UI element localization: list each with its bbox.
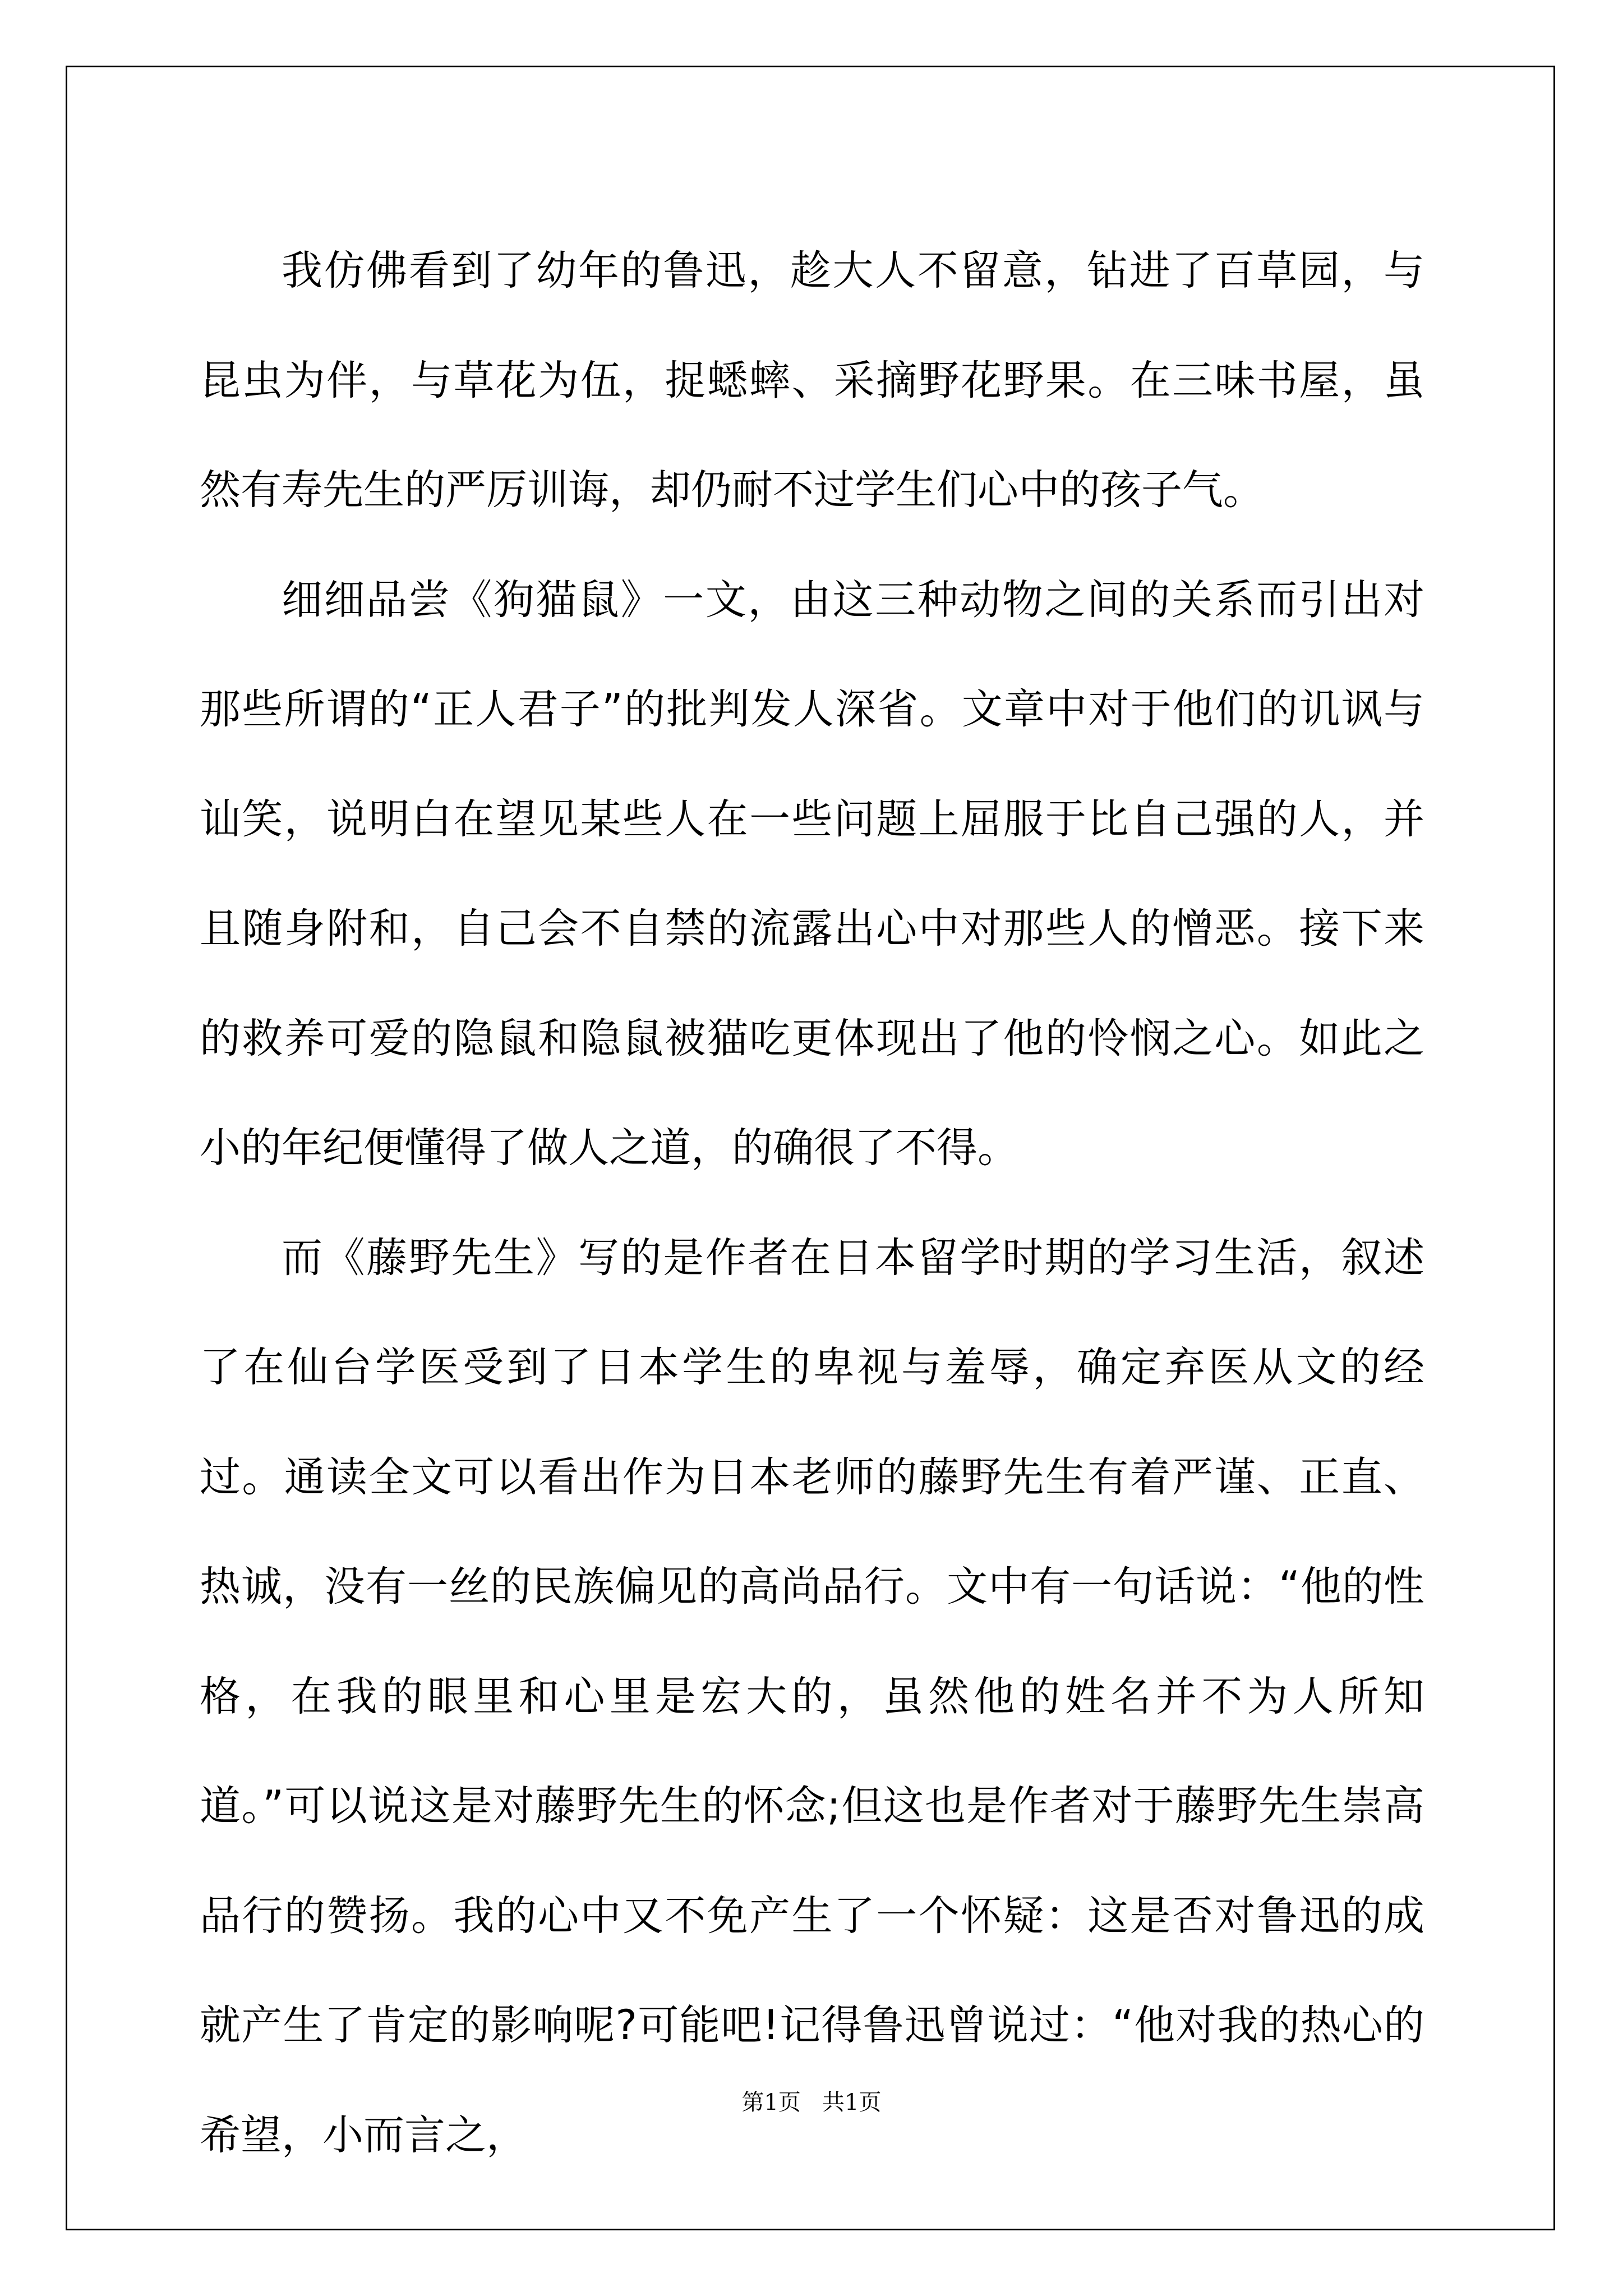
paragraph-3: 而《藤野先生》写的是作者在日本留学时期的学习生活，叙述了在仙台学医受到了日本学生的卑视与羞辱，确定弃医从文的经过。通读全文可以看出作为日本老师的藤野先生有着严谨、正直、热诚，没有一丝的民族偏见的高尚品行。文中有一句话说：“他的性格，在我的眼里和心里是宏大的，虽然他的姓名并不为人所知道。”可以说这是对藤野先生的怀念;但这也是作者对于藤野先生崇高品行的赞扬。我的心中又不免产生了一个怀疑：这是否对鲁迅的成就产生了肯定的影响呢?可能吧!记得鲁迅曾说过：“他对我的热心的希望，小而言之， [200, 1234, 1424, 2159]
paragraph-1: 我仿佛看到了幼年的鲁迅，趁大人不留意，钻进了百草园，与昆虫为伴，与草花为伍，捉蟋蟀、采摘野花野果。在三味书屋，虽然有寿先生的严厉训诲，却仍耐不过学生们心中的孩子气。 [200, 247, 1424, 514]
page-number: 第1页 共1页 [741, 2090, 882, 2115]
paragraph-2: 细细品尝《狗猫鼠》一文，由这三种动物之间的关系而引出对那些所谓的“正人君子”的批判发人深省。文章中对于他们的讥讽与讪笑，说明白在望见某些人在一些问题上屈服于比自己强的人，并且随身附和，自己会不自禁的流露出心中对那些人的憎恶。接下来的救养可爱的隐鼠和隐鼠被猫吃更体现出了他的怜悯之心。如此之小的年纪便懂得了做人之道，的确很了不得。 [200, 576, 1424, 1172]
document-body [200, 216, 1424, 2190]
